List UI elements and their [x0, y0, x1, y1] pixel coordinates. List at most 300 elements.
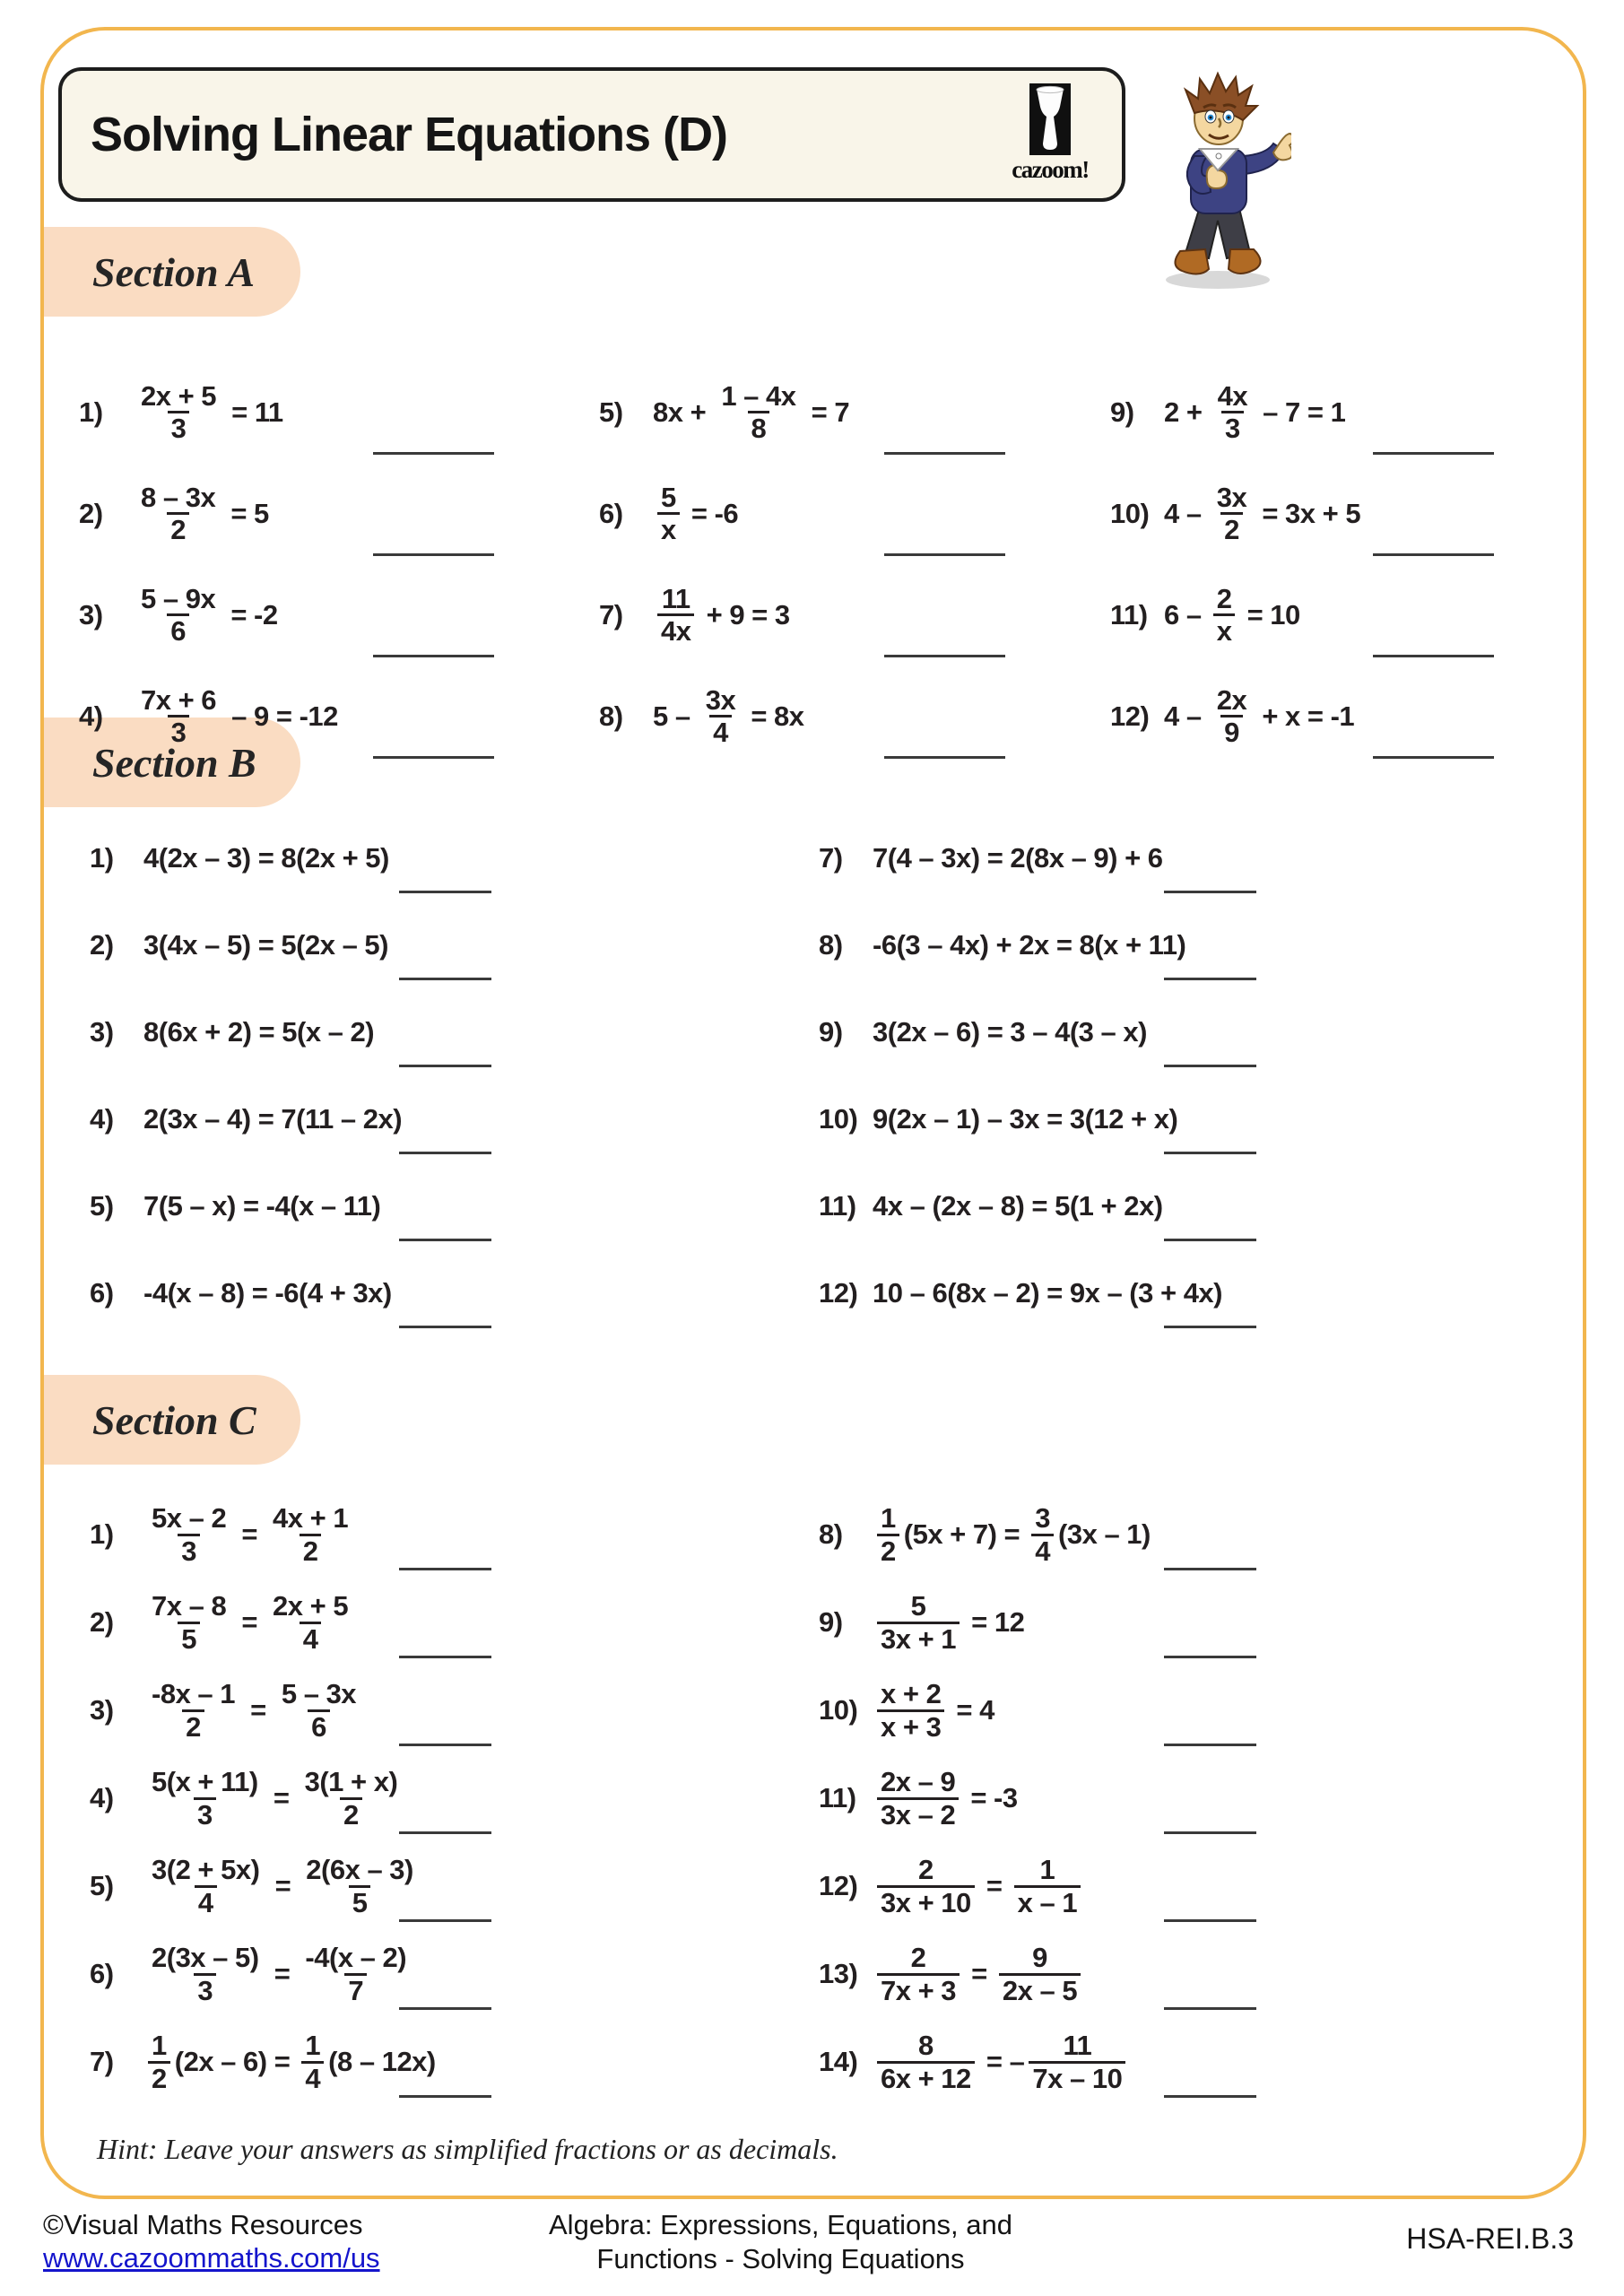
copyright-text: ©Visual Maths Resources	[43, 2209, 363, 2240]
problem	[819, 1249, 1258, 1336]
fraction	[657, 483, 680, 545]
fraction-numerator: 2	[910, 1942, 926, 1974]
equation	[1164, 584, 1300, 647]
problem-number: 4)	[90, 1782, 114, 1813]
section-b-label: Section B	[92, 739, 256, 786]
fraction-numerator: 4x + 1	[273, 1502, 349, 1535]
fraction-denominator: 2	[877, 1534, 899, 1566]
equation-text: = 12	[964, 1606, 1025, 1638]
fraction-numerator: 2	[1216, 582, 1232, 614]
fraction	[301, 1943, 410, 2005]
equation-text: – 7 = 1	[1255, 396, 1346, 428]
fraction-denominator: 7x – 10	[1029, 2061, 1125, 2093]
fraction-denominator: 3x + 10	[877, 1885, 975, 1918]
problem-number: 7)	[819, 841, 843, 874]
equation-text: =	[234, 1518, 265, 1550]
fraction-numerator: x + 2	[881, 1678, 942, 1710]
problem	[79, 665, 496, 767]
equation	[143, 1190, 380, 1222]
fraction-denominator: 7	[344, 1973, 367, 2005]
fraction-numerator: 1	[152, 2030, 167, 2062]
answer-blank[interactable]	[1164, 1326, 1256, 1328]
fraction	[137, 381, 220, 444]
problem	[90, 2018, 493, 2106]
fraction	[148, 1679, 239, 1742]
equation	[133, 584, 278, 647]
problem	[599, 564, 1007, 665]
problem-number: 10)	[819, 1694, 858, 1726]
equation	[873, 1943, 1085, 2005]
problem	[90, 1754, 493, 1842]
equation-text: (2x – 6) =	[174, 2046, 298, 2077]
section-c-label: Section C	[92, 1396, 256, 1443]
fraction-numerator: 3(2 + 5x)	[152, 1854, 260, 1886]
problem-number: 5)	[90, 1870, 114, 1901]
problem-number: 3)	[90, 1694, 114, 1726]
equation-text: 3(4x – 5) = 5(2x – 5)	[143, 928, 388, 961]
answer-blank[interactable]	[373, 756, 494, 759]
equation	[1164, 381, 1345, 444]
fraction-denominator: 2	[148, 2061, 170, 2093]
equation	[133, 381, 283, 444]
fraction-denominator: x + 3	[877, 1709, 944, 1742]
answer-blank[interactable]	[399, 1326, 491, 1328]
equation-text: = 7	[803, 396, 850, 428]
fraction-denominator: 6	[167, 613, 189, 646]
problem-number: 7)	[90, 2046, 114, 2077]
fraction	[877, 1503, 899, 1566]
fraction	[269, 1591, 352, 1654]
fraction-denominator: 6x + 12	[877, 2061, 975, 2093]
answer-blank[interactable]	[373, 553, 494, 556]
equation	[873, 929, 1185, 961]
fraction	[137, 584, 219, 647]
answer-blank[interactable]	[399, 1239, 491, 1241]
equation	[133, 483, 269, 545]
equation	[143, 1855, 421, 1918]
fraction-denominator: 4x	[657, 613, 694, 646]
problem-number: 3)	[79, 598, 103, 631]
logo-caption: cazoom!	[1012, 156, 1089, 183]
equation-text: -4(x – 8) = -6(4 + 3x)	[143, 1276, 392, 1309]
answer-blank[interactable]	[884, 756, 1005, 759]
equation	[143, 842, 389, 874]
problem	[599, 361, 1007, 463]
problem	[90, 1075, 493, 1162]
fraction-numerator: 2x + 5	[141, 379, 217, 412]
equation-text: = –	[978, 2046, 1025, 2077]
answer-blank[interactable]	[1164, 1919, 1256, 1922]
problem	[819, 1842, 1258, 1930]
problem-number: 9)	[1110, 396, 1134, 428]
problem	[79, 361, 496, 463]
fraction-denominator: 3	[194, 1797, 216, 1830]
answer-blank[interactable]	[1164, 891, 1256, 893]
equation	[143, 1943, 414, 2005]
drum-icon	[1029, 83, 1071, 155]
section-b-problems	[0, 814, 1624, 1336]
equation-text: (5x + 7) =	[903, 1518, 1028, 1550]
section-a-problems	[0, 361, 1624, 767]
answer-blank[interactable]	[884, 553, 1005, 556]
answer-blank[interactable]	[884, 452, 1005, 455]
problem-number: 1)	[90, 841, 114, 874]
equation-text: = 4	[949, 1694, 994, 1726]
fraction	[302, 1855, 417, 1918]
problem	[1110, 361, 1496, 463]
fraction-numerator: 4x	[1217, 379, 1248, 412]
fraction	[702, 685, 739, 748]
fraction	[877, 1767, 959, 1830]
answer-blank[interactable]	[399, 1744, 491, 1746]
fraction-numerator: 2x + 5	[273, 1590, 349, 1622]
fraction-denominator: 2	[1220, 512, 1243, 544]
page-title: Solving Linear Equations (D)	[91, 108, 728, 161]
problem-number: 7)	[599, 598, 623, 631]
answer-blank[interactable]	[399, 1065, 491, 1067]
problem-number: 8)	[599, 700, 623, 732]
fraction-denominator: 4	[195, 1885, 217, 1918]
fraction-denominator: 2x – 5	[999, 1973, 1081, 2005]
problem-number: 14)	[819, 2046, 858, 2077]
fraction-denominator: 3	[168, 411, 190, 443]
problem-number: 11)	[1110, 598, 1148, 631]
problem-number: 2)	[90, 928, 114, 961]
equation-text: = 3x + 5	[1255, 497, 1361, 529]
problem	[819, 1162, 1258, 1249]
fraction-numerator: 5(x + 11)	[152, 1766, 258, 1798]
fraction-denominator: 3x – 2	[877, 1797, 959, 1830]
answer-blank[interactable]	[1164, 2095, 1256, 2098]
problem-number: 2)	[79, 497, 103, 529]
topic-line-2: Functions - Solving Equations	[596, 2243, 965, 2274]
equation-text: =	[234, 1606, 265, 1638]
mascot-boy-illustration	[1150, 66, 1291, 291]
fraction-numerator: 11	[1063, 2030, 1092, 2062]
equation	[133, 685, 338, 748]
fraction-denominator: 2	[340, 1797, 362, 1830]
equation	[143, 1016, 374, 1048]
problem-number: 6)	[90, 1958, 114, 1989]
equation	[873, 2031, 1130, 2093]
fraction	[877, 1679, 944, 1742]
answer-blank[interactable]	[1164, 1239, 1256, 1241]
equation	[143, 1503, 356, 1566]
fraction-numerator: 5 – 3x	[281, 1678, 357, 1710]
problem-number: 8)	[819, 1518, 843, 1550]
problem-number: 10)	[819, 1102, 858, 1135]
answer-blank[interactable]	[1373, 655, 1494, 657]
equation	[873, 1016, 1147, 1048]
fraction-numerator: 5x – 2	[152, 1502, 227, 1535]
fraction-numerator: 2x – 9	[881, 1766, 956, 1798]
answer-blank[interactable]	[1373, 756, 1494, 759]
equation-text: 6 –	[1164, 598, 1209, 631]
fraction	[1213, 483, 1250, 545]
equation-text: = -6	[683, 497, 739, 529]
answer-blank[interactable]	[1164, 2007, 1256, 2010]
problem	[90, 814, 493, 901]
problem-number: 11)	[819, 1189, 856, 1222]
fraction-numerator: 8 – 3x	[141, 481, 216, 513]
equation	[873, 1679, 994, 1742]
fraction	[278, 1679, 360, 1742]
problem-number: 2)	[90, 1606, 114, 1638]
fraction-numerator: 2(3x – 5)	[152, 1942, 259, 1974]
fraction	[1213, 685, 1250, 748]
answer-blank[interactable]	[399, 1152, 491, 1154]
equation-text: 9(2x – 1) – 3x = 3(12 + x)	[873, 1102, 1178, 1135]
title-box	[58, 67, 1125, 202]
answer-blank[interactable]	[399, 1919, 491, 1922]
problem	[819, 1930, 1258, 2018]
problem	[90, 1666, 493, 1754]
fraction-denominator: 5	[349, 1885, 371, 1918]
equation-text: =	[267, 1870, 299, 1901]
problem-number: 1)	[90, 1518, 114, 1550]
fraction	[137, 483, 219, 545]
problem-number: 12)	[1110, 700, 1150, 732]
fraction-denominator: 9	[1220, 715, 1243, 747]
topic-line-1: Algebra: Expressions, Equations, and	[549, 2209, 1012, 2240]
equation	[1164, 483, 1360, 545]
equation	[873, 1855, 1085, 1918]
equation	[143, 1767, 405, 1830]
equation	[143, 2031, 436, 2093]
answer-blank[interactable]	[373, 655, 494, 657]
fraction-denominator: x – 1	[1014, 1885, 1081, 1918]
problem	[599, 463, 1007, 564]
problem	[1110, 463, 1496, 564]
problem	[819, 2018, 1258, 2106]
fraction-denominator: 3	[168, 715, 190, 747]
problem-number: 11)	[819, 1782, 856, 1813]
fraction	[1029, 2031, 1125, 2093]
answer-blank[interactable]	[884, 655, 1005, 657]
equation-text: 4 –	[1164, 700, 1209, 732]
problem-number: 4)	[79, 700, 103, 732]
answer-blank[interactable]	[399, 2007, 491, 2010]
problem	[79, 564, 496, 665]
fraction	[137, 685, 220, 748]
equation-text: = -2	[223, 598, 278, 631]
problem	[1110, 665, 1496, 767]
fraction-numerator: 1	[881, 1502, 896, 1535]
problem-number: 13)	[819, 1958, 858, 1989]
fraction	[301, 1767, 402, 1830]
equation-text: 10 – 6(8x – 2) = 9x – (3 + 4x)	[873, 1276, 1222, 1309]
fraction-denominator: 3	[194, 1973, 216, 2005]
fraction	[269, 1503, 352, 1566]
problem	[819, 901, 1258, 988]
equation-text: =	[964, 1958, 994, 1989]
fraction-numerator: 3x	[705, 683, 736, 716]
equation-text: 4(2x – 3) = 8(2x + 5)	[143, 841, 389, 874]
website-link[interactable]: www.cazoommaths.com/us	[43, 2242, 380, 2274]
answer-blank[interactable]	[1164, 1744, 1256, 1746]
equation-text: + x = -1	[1255, 700, 1355, 732]
problem	[90, 901, 493, 988]
answer-blank[interactable]	[1164, 1831, 1256, 1834]
equation-text: 7(4 – 3x) = 2(8x – 9) + 6	[873, 841, 1163, 874]
problem	[90, 1162, 493, 1249]
problem	[90, 1842, 493, 1930]
equation-text: 8(6x + 2) = 5(x – 2)	[143, 1015, 375, 1048]
answer-blank[interactable]	[1164, 1152, 1256, 1154]
equation	[1164, 685, 1354, 748]
problem-number: 12)	[819, 1870, 858, 1901]
fraction	[1014, 1855, 1081, 1918]
fraction-denominator: 7x + 3	[877, 1973, 960, 2005]
fraction-numerator: 9	[1032, 1942, 1047, 1974]
problem	[90, 1491, 493, 1578]
fraction-numerator: 3(1 + x)	[304, 1766, 398, 1798]
equation-text: 2 +	[1164, 396, 1210, 428]
equation-text: – 9 = -12	[224, 700, 338, 732]
problem-number: 12)	[819, 1276, 858, 1309]
section-c-badge	[40, 1375, 300, 1465]
cazoom-logo	[1000, 83, 1100, 184]
fraction-numerator: 2	[918, 1854, 934, 1886]
equation	[143, 929, 388, 961]
fraction-denominator: 2	[300, 1534, 322, 1566]
problem-number: 9)	[819, 1015, 843, 1048]
problem	[90, 1249, 493, 1336]
equation-text: = 11	[224, 396, 283, 428]
answer-blank[interactable]	[1373, 553, 1494, 556]
problem	[599, 665, 1007, 767]
equation-text: = 10	[1239, 598, 1300, 631]
fraction	[877, 1943, 960, 2005]
answer-blank[interactable]	[399, 1656, 491, 1658]
answer-blank[interactable]	[1164, 1656, 1256, 1658]
fraction-numerator: 7x – 8	[152, 1590, 227, 1622]
problem	[819, 1491, 1258, 1578]
section-c-problems	[0, 1491, 1624, 2106]
section-a-badge	[40, 227, 300, 317]
equation-text: = 5	[223, 497, 269, 529]
fraction-denominator: 5	[178, 1622, 200, 1654]
problem	[819, 1578, 1258, 1666]
problem	[79, 463, 496, 564]
problem-number: 9)	[819, 1606, 843, 1638]
fraction-denominator: x	[1213, 613, 1236, 646]
fraction-numerator: 2x	[1216, 683, 1247, 716]
fraction-denominator: 6	[308, 1709, 330, 1742]
answer-blank[interactable]	[1164, 978, 1256, 980]
problem	[90, 1930, 493, 2018]
equation	[653, 381, 849, 444]
fraction-numerator: -4(x – 2)	[305, 1942, 407, 1974]
answer-blank[interactable]	[399, 978, 491, 980]
fraction-numerator: 1	[305, 2030, 321, 2062]
equation-text: 2(3x – 4) = 7(11 – 2x)	[143, 1102, 403, 1135]
equation	[873, 1591, 1024, 1654]
fraction-denominator: 4	[300, 1622, 322, 1654]
fraction-denominator: 4	[1031, 1534, 1054, 1566]
equation-text: (3x – 1)	[1058, 1518, 1151, 1550]
answer-blank[interactable]	[1164, 1568, 1256, 1570]
equation-text: -6(3 – 4x) + 2x = 8(x + 11)	[873, 928, 1186, 961]
footer-attribution	[43, 2208, 380, 2274]
equation	[143, 1679, 364, 1742]
problem	[1110, 564, 1496, 665]
fraction-numerator: 1 – 4x	[721, 379, 796, 412]
fraction	[148, 2031, 170, 2093]
problem-number: 4)	[90, 1102, 114, 1135]
fraction-denominator: 3	[178, 1534, 200, 1566]
equation	[873, 1190, 1163, 1222]
equation-text: 7(5 – x) = -4(x – 11)	[143, 1189, 381, 1222]
equation-text: 4 –	[1164, 497, 1209, 529]
equation	[143, 1591, 356, 1654]
problem-number: 5)	[599, 396, 623, 428]
equation	[873, 842, 1163, 874]
equation-text: + 9 = 3	[699, 598, 790, 631]
problem-number: 6)	[599, 497, 623, 529]
equation-text: (8 – 12x)	[328, 2046, 436, 2077]
fraction	[148, 1855, 263, 1918]
problem-number: 5)	[90, 1189, 114, 1222]
fraction	[877, 1591, 960, 1654]
fraction-numerator: 1	[1039, 1854, 1055, 1886]
fraction-denominator: x	[657, 512, 680, 544]
fraction	[148, 1767, 262, 1830]
equation	[873, 1277, 1222, 1309]
problem-number: 1)	[79, 396, 103, 428]
answer-blank[interactable]	[1164, 1065, 1256, 1067]
fraction-numerator: 3x	[1216, 481, 1247, 513]
fraction-denominator: 2	[167, 512, 189, 544]
equation-text: 5 –	[653, 700, 698, 732]
equation	[873, 1103, 1177, 1135]
answer-blank[interactable]	[373, 452, 494, 455]
equation-text: =	[266, 1958, 298, 1989]
fraction	[1213, 584, 1236, 647]
answer-blank[interactable]	[1373, 452, 1494, 455]
fraction-denominator: 3	[1221, 411, 1244, 443]
equation	[653, 483, 738, 545]
fraction	[657, 584, 694, 647]
equation-text: =	[265, 1782, 297, 1813]
answer-blank[interactable]	[399, 1568, 491, 1570]
fraction-numerator: 5	[910, 1590, 926, 1622]
problem-number: 8)	[819, 928, 843, 961]
fraction-numerator: 11	[661, 582, 690, 614]
equation	[873, 1503, 1151, 1566]
answer-blank[interactable]	[399, 1831, 491, 1834]
fraction-numerator: 8	[918, 2030, 934, 2062]
equation-text: =	[978, 1870, 1010, 1901]
equation	[143, 1277, 392, 1309]
fraction	[1214, 381, 1251, 444]
answer-blank[interactable]	[399, 891, 491, 893]
problem	[819, 814, 1258, 901]
problem	[819, 1075, 1258, 1162]
equation	[653, 584, 790, 647]
fraction-numerator: -8x – 1	[152, 1678, 236, 1710]
fraction	[717, 381, 799, 444]
problem	[90, 1578, 493, 1666]
fraction-numerator: 2(6x – 3)	[306, 1854, 413, 1886]
equation	[653, 685, 804, 748]
fraction-denominator: 4	[709, 715, 732, 747]
equation	[873, 1767, 1018, 1830]
equation-text: = -3	[963, 1782, 1018, 1813]
answer-blank[interactable]	[399, 2095, 491, 2098]
problem	[819, 1666, 1258, 1754]
problem	[819, 1754, 1258, 1842]
